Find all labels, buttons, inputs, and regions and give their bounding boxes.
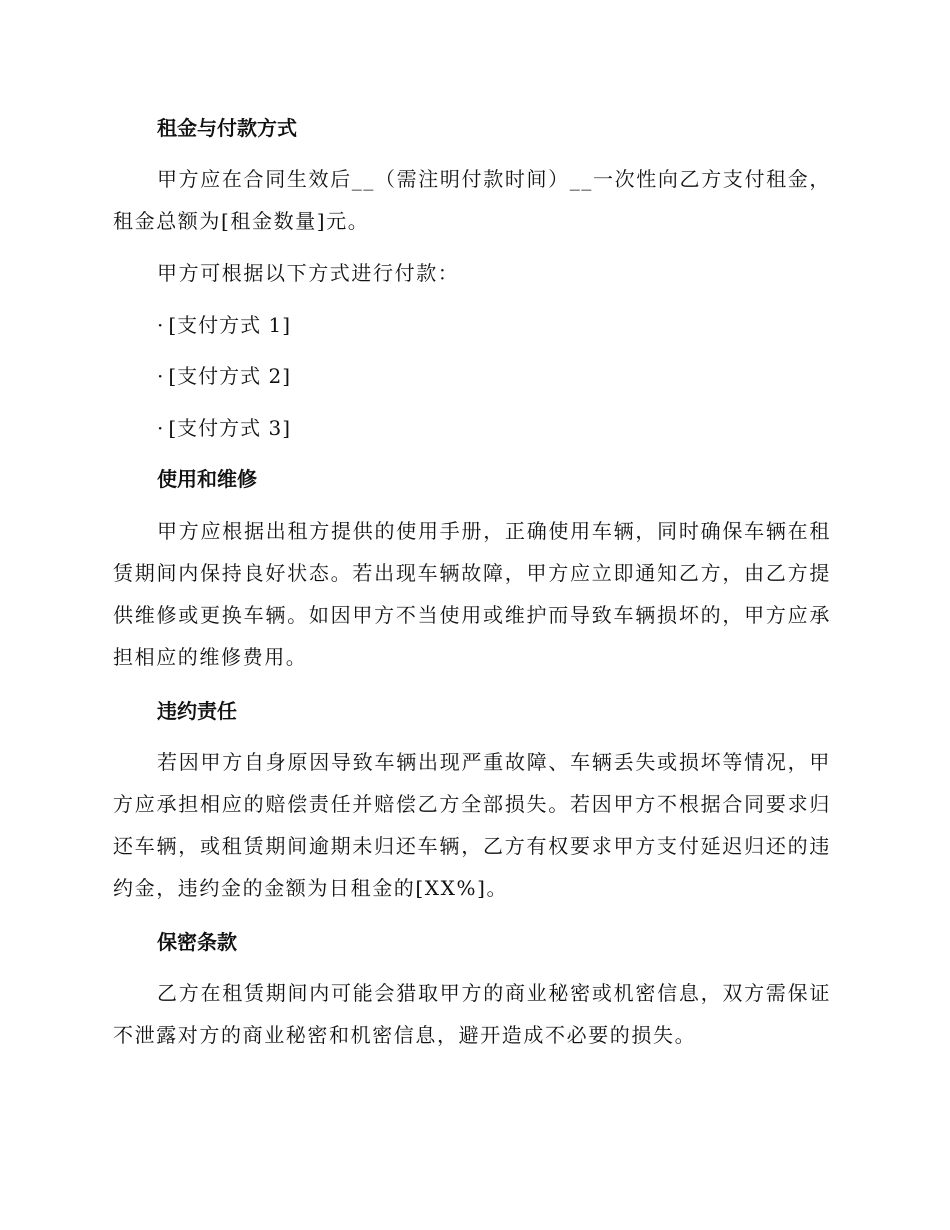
list-item-payment-method-3 [157,414,291,442]
list-item-text: [支付方式 3] [168,416,292,440]
section-heading-breach-liability: 违约责任 [157,699,237,723]
list-item-payment-method-1 [157,311,291,339]
paragraph-use-maintenance: 甲方应根据出租方提供的使用手册，正确使用车辆，同时确保车辆在租赁期间内保持良好状态。若出现车辆故障，甲方应立即通知乙方，由乙方提供维修或更换车辆。如因甲方不当使用或维护而导致车辆损坏的，甲方应承担相应的维修费用。 [113,519,831,669]
paragraph-confidentiality: 乙方在租赁期间内可能会猎取甲方的商业秘密或机密信息，双方需保证不泄露对方的商业秘密和机密信息，避开造成不必要的损失。 [113,981,831,1047]
bullet-marker: · [157,313,165,337]
list-item-payment-method-2 [157,362,291,390]
section-heading-use-maintenance: 使用和维修 [157,467,257,491]
bullet-marker: · [157,416,165,440]
section-heading-rent-payment: 租金与付款方式 [157,116,297,140]
list-item-text: [支付方式 2] [168,364,292,388]
bullet-marker: · [157,364,165,388]
paragraph-payment-methods-intro: 甲方可根据以下方式进行付款： [157,261,460,285]
paragraph-breach-liability: 若因甲方自身原因导致车辆出现严重故障、车辆丢失或损坏等情况，甲方应承担相应的赔偿责任并赔偿乙方全部损失。若因甲方不根据合同要求归还车辆，或租赁期间逾期未归还车辆，乙方有权要求甲方支付延迟归还的违约金，违约金的金额为日租金的[XX%]。 [113,750,831,900]
section-heading-confidentiality: 保密条款 [157,930,237,954]
list-item-text: [支付方式 1] [168,313,292,337]
paragraph-rent-payment-terms: 甲方应在合同生效后__（需注明付款时间）__一次性向乙方支付租金，租金总额为[租金数量]元。 [113,167,831,233]
